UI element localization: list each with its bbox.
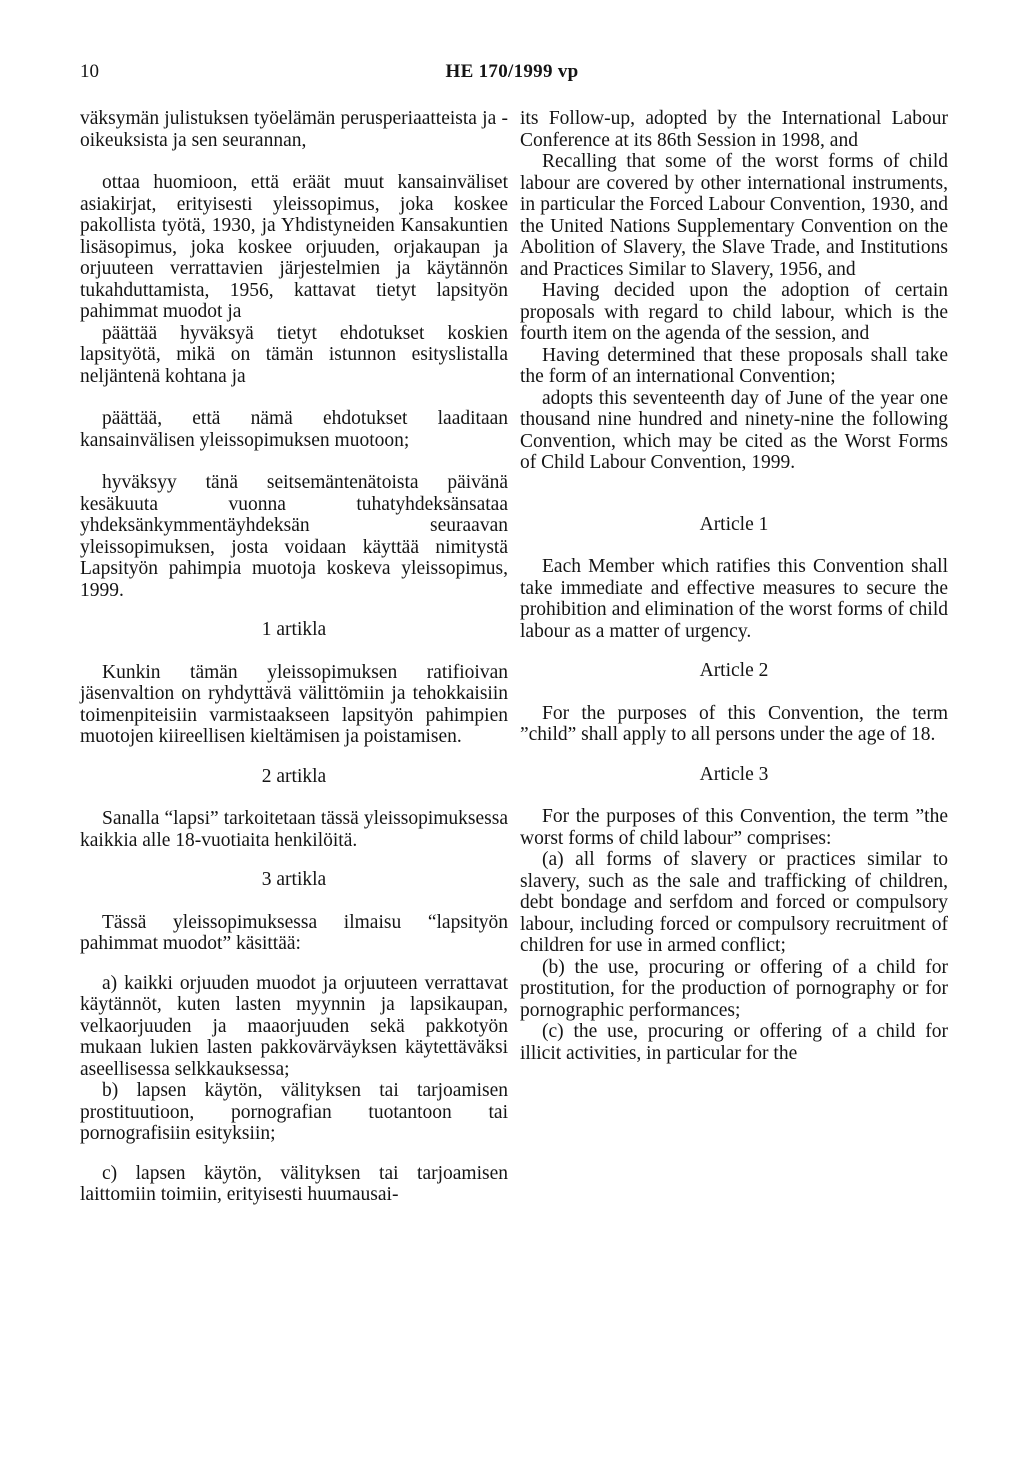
fi-preamble-5: hyväksyy tänä seitsemäntenätoista päivänä kesäkuuta vuonna tuhatyhdeksänsataa yhdeksänkymmentäyhdeksän seuraavan yleissopimuksen, josta voidaan käyttää nimitystä Lapsityön pahimpia muotoja koskeva yleissopimus, 1999.	[80, 472, 508, 601]
english-column	[520, 108, 948, 1064]
fi-article-1-text: Kunkin tämän yleissopimuksen ratifioivan jäsenvaltion on ryhdyttävä välittömiin ja tehokkaisiin toimenpiteisiin varmistaakseen lapsityön pahimpien muotojen kiireellisen kieltämisen ja poistamisen.	[80, 661, 508, 747]
document-id: HE 170/1999 vp	[445, 61, 579, 82]
page-number: 10	[80, 61, 99, 82]
en-article-3-intro: For the purposes of this Convention, the term ”the worst forms of child labour” comprises:	[520, 806, 948, 849]
fi-preamble-1: väksymän julistuksen työelämän perusperiaatteista ja -oikeuksista ja sen seurannan,	[80, 108, 508, 151]
fi-article-3-item-a: a) kaikki orjuuden muodot ja orjuuteen verrattavat käytännöt, kuten lasten myynnin ja lapsikaupan, velkaorjuuden ja maaorjuuden sekä pakkotyön mukaan lukien lasten pakkovärväyksen käytettäväksi aseellisessa selkkauksessa;	[80, 972, 508, 1080]
en-article-2-text: For the purposes of this Convention, the term ”child” shall apply to all persons under the age of 18.	[520, 702, 948, 745]
fi-article-3-intro: Tässä yleissopimuksessa ilmaisu “lapsityön pahimmat muodot” käsittää:	[80, 911, 508, 954]
en-preamble-3: Having decided upon the adoption of certain proposals with regard to child labour, which is the fourth item on the agenda of the session, and	[520, 280, 948, 344]
en-preamble-5: adopts this seventeenth day of June of the year one thousand nine hundred and ninety-nine the following Convention, which may be cited as the Worst Forms of Child Labour Convention, 1999.	[520, 387, 948, 473]
fi-article-2-text: Sanalla “lapsi” tarkoitetaan tässä yleissopimuksessa kaikkia alle 18-vuotiaita henkilöitä.	[80, 808, 508, 851]
fi-article-1-heading: 1 artikla	[261, 619, 327, 640]
finnish-column	[80, 108, 508, 1206]
fi-article-2-heading: 2 artikla	[261, 765, 327, 787]
en-article-3-heading: Article 3	[699, 763, 769, 785]
en-preamble-1: its Follow-up, adopted by the International Labour Conference at its 86th Session in 1998, and	[520, 108, 948, 151]
en-article-1-heading: Article 1	[699, 513, 769, 535]
fi-article-3-item-b: b) lapsen käytön, välityksen tai tarjoamisen prostituutioon, pornografian tuotantoon tai pornografisiin esityksiin;	[80, 1080, 508, 1144]
en-article-3-item-c: (c) the use, procuring or offering of a child for illicit activities, in particular for the	[520, 1021, 948, 1064]
fi-article-3-heading: 3 artikla	[261, 869, 327, 890]
en-preamble-4: Having determined that these proposals shall take the form of an international Convention;	[520, 344, 948, 387]
en-preamble-2: Recalling that some of the worst forms of child labour are covered by other international instruments, in particular the Forced Labour Convention, 1930, and the United Nations Supplementary Convention on the Abolition of Slavery, the Slave Trade, and Institutions and Practices Similar to Slavery, 1956, and	[520, 151, 948, 280]
en-article-3-item-a: (a) all forms of slavery or practices similar to slavery, such as the sale and trafficking of children, debt bondage and serfdom and forced or compulsory labour, including forced or compulsory recruitment of children for use in armed conflict;	[520, 849, 948, 956]
en-article-1-text: Each Member which ratifies this Convention shall take immediate and effective measures to secure the prohibition and elimination of the worst forms of child labour as a matter of urgency.	[520, 556, 948, 642]
fi-article-3-item-c: c) lapsen käytön, välityksen tai tarjoamisen laittomiin toimiin, erityisesti huumausai-	[80, 1162, 508, 1205]
fi-preamble-3: päättää hyväksyä tietyt ehdotukset koskien lapsityötä, mikä on tämän istunnon esityslistalla neljäntenä kohtana ja	[80, 322, 508, 387]
en-article-3-item-b: (b) the use, procuring or offering of a child for prostitution, for the production of pornography or for pornographic performances;	[520, 956, 948, 1021]
en-article-2-heading: Article 2	[699, 660, 769, 681]
fi-preamble-4: päättää, että nämä ehdotukset laaditaan kansainvälisen yleissopimuksen muotoon;	[80, 408, 508, 451]
fi-preamble-2: ottaa huomioon, että eräät muut kansainväliset asiakirjat, erityisesti yleissopimus, joka koskee pakollista työtä, 1930, ja Yhdistyneiden Kansakuntien lisäsopimus, joka koskee orjuuden, orjakaupan ja orjuuteen verrattavien järjestelmien ja käytännön tukahduttamista, 1956, kattavat tietyt lapsityön pahimmat muodot ja	[80, 172, 508, 322]
